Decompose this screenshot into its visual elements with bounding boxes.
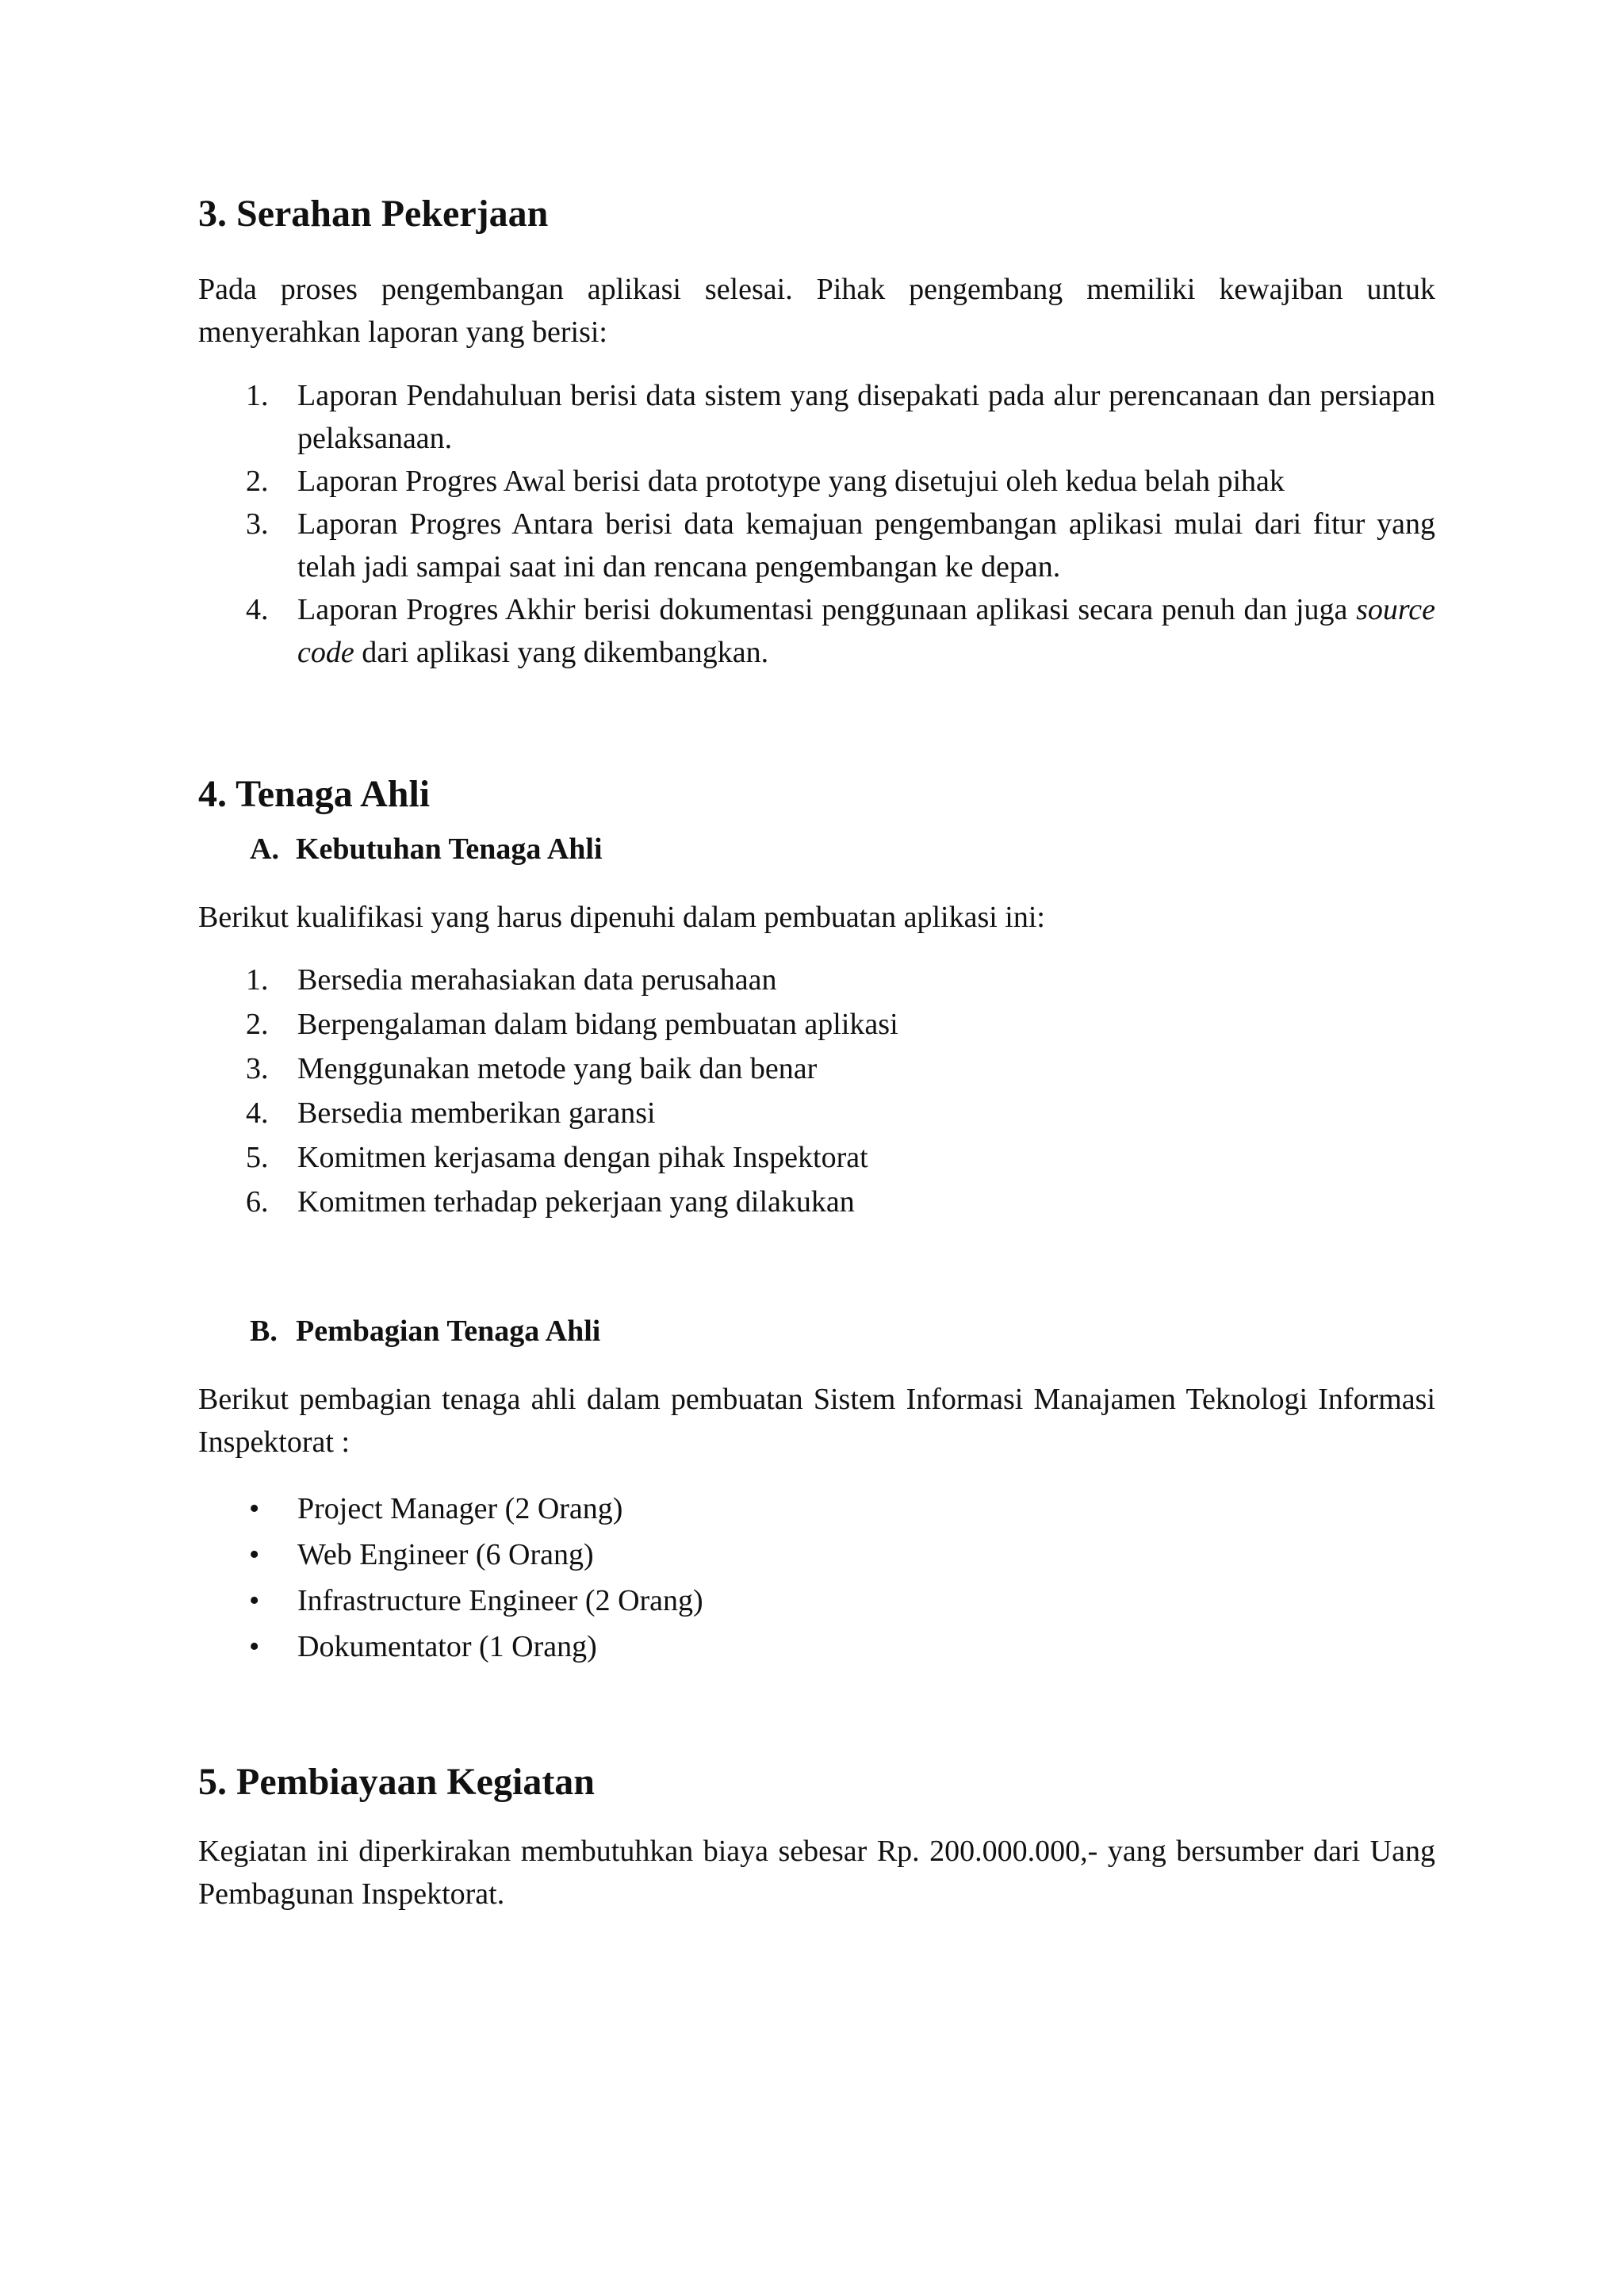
list-text: Infrastructure Engineer (2 Orang) [297,1584,703,1617]
list-item [198,1624,1435,1670]
subsection-letter: B. [250,1314,278,1348]
list-item [198,1532,1435,1578]
list-number: 3. [246,1052,269,1085]
section-5-heading: 5. Pembiayaan Kegiatan [198,1761,595,1803]
subsection-title: Kebutuhan Tenaga Ahli [296,832,603,866]
list-text: Laporan Progres Antara berisi data kemajuan pengembangan aplikasi mulai dari fitur yang telah jadi sampai saat ini dan rencana pengembangan ke depan. [297,507,1435,584]
list-item [198,374,1435,460]
bullet-icon: • [249,1538,260,1571]
page-content [198,190,1435,1915]
list-item [198,588,1435,674]
list-text: Bersedia memberikan garansi [297,1096,656,1130]
list-item [198,1135,1435,1180]
subsection-title: Pembagian Tenaga Ahli [296,1314,601,1348]
subsection-a-heading [198,829,1435,869]
subsection-b-intro: Berikut pembagian tenaga ahli dalam pembuatan Sistem Informasi Manajamen Teknologi Informasi Inspektorat : [198,1383,1435,1459]
list-number: 2. [246,1008,269,1041]
list-text: Project Manager (2 Orang) [297,1492,623,1525]
list-number: 5. [246,1141,269,1174]
list-number: 3. [246,507,269,541]
subsection-b-bullets [198,1486,1435,1670]
list-text: Laporan Pendahuluan berisi data sistem yang disepakati pada alur perencanaan dan persiapan pelaksanaan. [297,379,1435,455]
list-text: Menggunakan metode yang baik dan benar [297,1052,818,1085]
list-item [198,1047,1435,1091]
list-text: Komitmen kerjasama dengan pihak Inspektorat [297,1141,868,1174]
section-5-text: Kegiatan ini diperkirakan membutuhkan biaya sebesar Rp. 200.000.000,- yang bersumber dari Uang Pembagunan Inspektorat. [198,1835,1435,1911]
list-text: Web Engineer (6 Orang) [297,1538,594,1571]
list-text: Laporan Progres Akhir berisi dokumentasi penggunaan aplikasi secara penuh dan juga [297,593,1357,626]
section-4-heading: 4. Tenaga Ahli [198,773,431,815]
list-text: Laporan Progres Awal berisi data prototype yang disetujui oleh kedua belah pihak [297,465,1285,498]
list-text: dari aplikasi yang dikembangkan. [354,636,769,669]
list-item [198,460,1435,503]
list-number: 6. [246,1185,269,1219]
list-item [198,1091,1435,1135]
list-item [198,1578,1435,1624]
list-item [198,958,1435,1002]
bullet-icon: • [249,1584,260,1617]
section-3-heading: 3. Serahan Pekerjaan [198,193,549,235]
bullet-icon: • [249,1630,260,1663]
list-number: 4. [246,1096,269,1130]
list-text: Berpengalaman dalam bidang pembuatan aplikasi [297,1008,898,1041]
subsection-a-list [198,958,1435,1224]
list-number: 1. [246,963,269,997]
list-item [198,1486,1435,1532]
list-number: 1. [246,379,269,412]
section-3-intro: Pada proses pengembangan aplikasi selesai. Pihak pengembang memiliki kewajiban untuk menyerahkan laporan yang berisi: [198,273,1435,349]
list-number: 4. [246,593,269,626]
list-number: 2. [246,465,269,498]
list-item [198,1180,1435,1224]
subsection-a-intro: Berikut kualifikasi yang harus dipenuhi dalam pembuatan aplikasi ini: [198,901,1045,934]
subsection-b-heading [198,1311,1435,1351]
bullet-icon: • [249,1492,260,1525]
section-3-list [198,374,1435,674]
list-text: Dokumentator (1 Orang) [297,1630,597,1663]
list-text: Komitmen terhadap pekerjaan yang dilakukan [297,1185,855,1219]
list-item [198,1002,1435,1047]
subsection-letter: A. [250,832,279,866]
list-item [198,503,1435,588]
list-text: Bersedia merahasiakan data perusahaan [297,963,777,997]
list-text-italic: source code [297,593,1435,669]
